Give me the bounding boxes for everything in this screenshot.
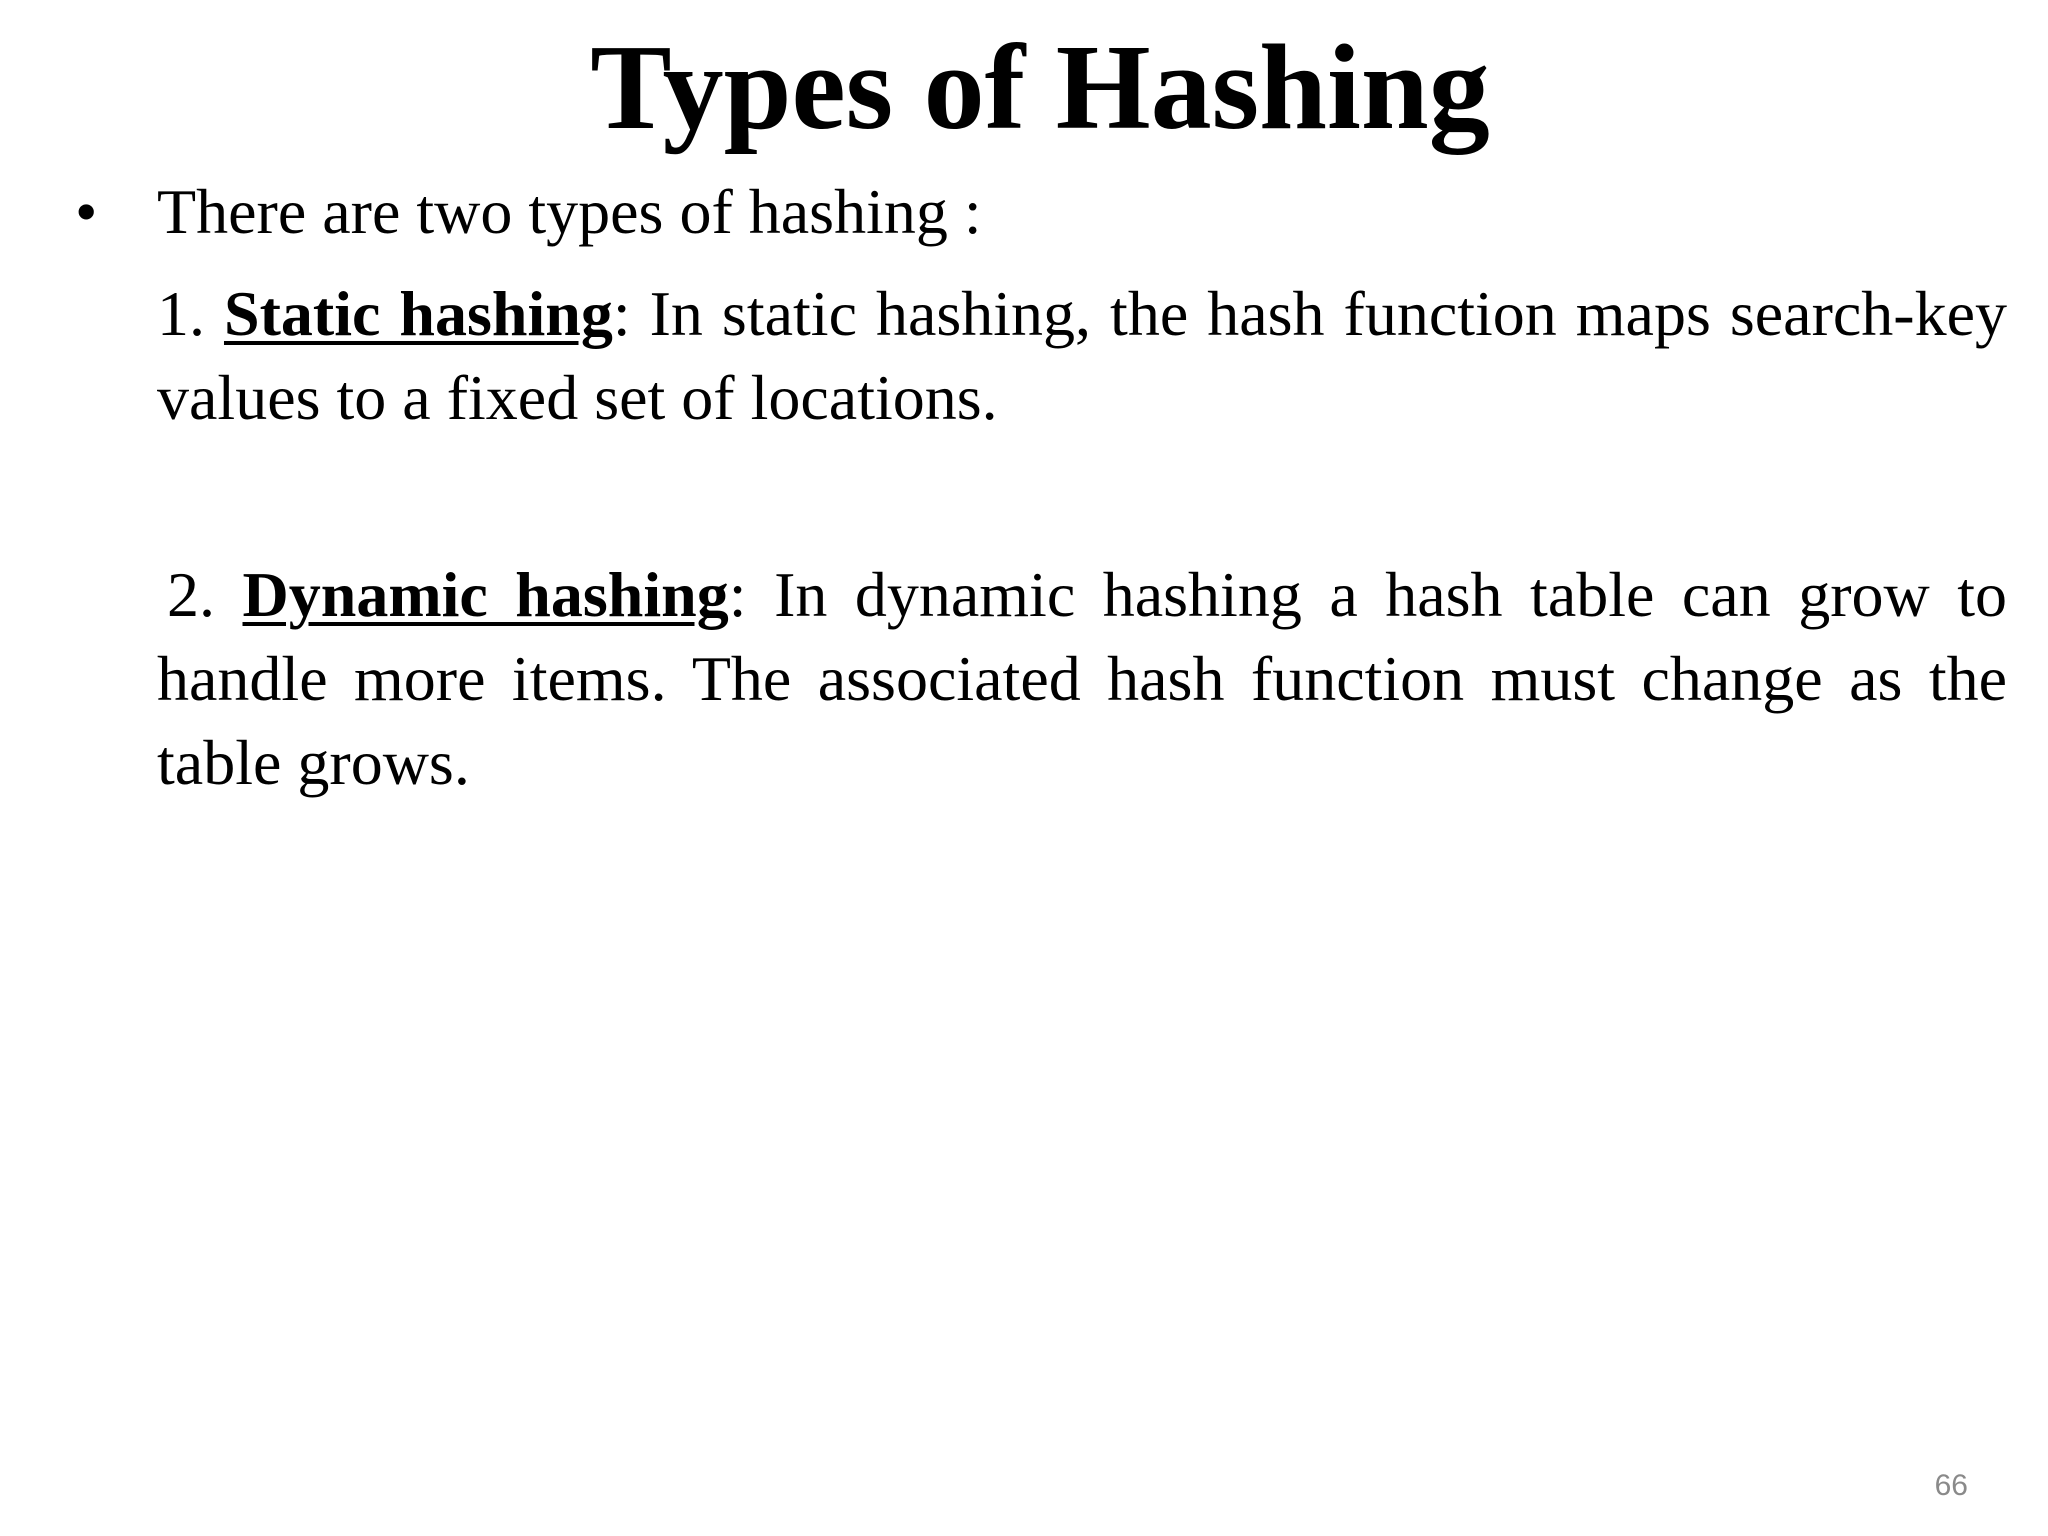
static-hashing-item xyxy=(157,272,2007,440)
static-hashing-description: In static hashing, the hash function maps search-key values to a fixed set of locations. xyxy=(157,278,2007,433)
bullet-text: There are two types of hashing : xyxy=(157,176,982,247)
item-colon: : xyxy=(728,559,747,630)
bullet-marker: • xyxy=(75,176,98,247)
item-number: 1. xyxy=(157,278,205,349)
dynamic-hashing-description: In dynamic hashing a hash table can grow to handle more items. The associated hash function must change as the table grows. xyxy=(157,559,2008,798)
dynamic-hashing-term: Dynamic hashing xyxy=(242,559,729,630)
static-hashing-term: Static hashing xyxy=(223,278,613,349)
page-number: 66 xyxy=(1934,1469,1968,1502)
item-colon: : xyxy=(612,278,631,349)
slide-title: Types of Hashing xyxy=(590,20,1490,155)
item-number: 2. xyxy=(167,559,215,630)
dynamic-hashing-item xyxy=(157,553,2007,805)
